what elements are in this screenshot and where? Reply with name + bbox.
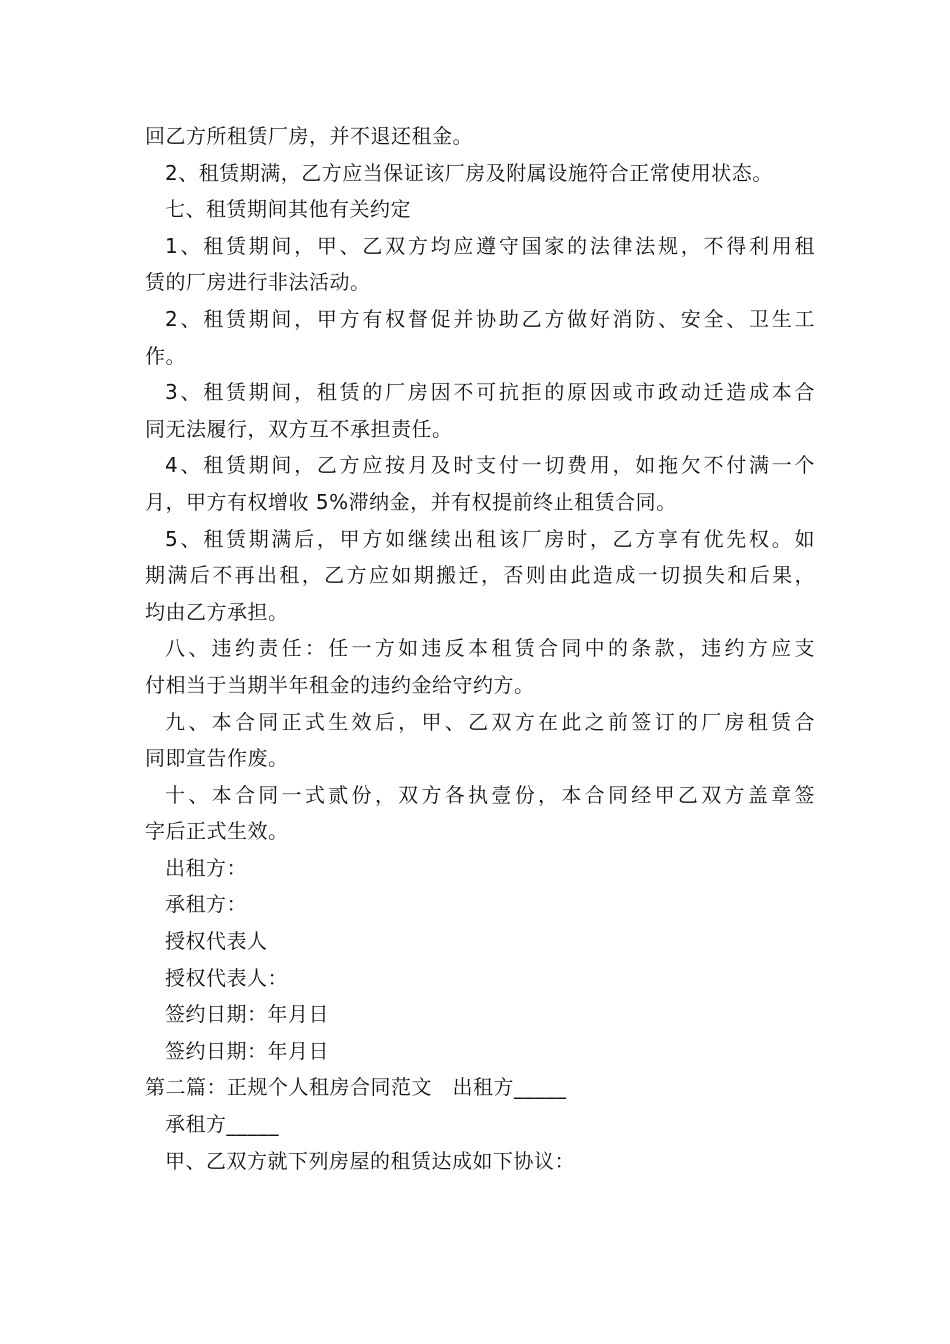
document-line: 签约日期：年月日 xyxy=(165,1038,329,1063)
document-line: 同即宣告作废。 xyxy=(145,746,289,771)
document-line: 承租方_____ xyxy=(165,1112,279,1137)
document-line: 字后正式生效。 xyxy=(145,819,289,844)
document-line: 月，甲方有权增收 5%滞纳金，并有权提前终止租赁合同。 xyxy=(145,489,677,514)
document-line: 七、租赁期间其他有关约定 xyxy=(165,197,411,222)
document-line: 4、租赁期间，乙方应按月及时支付一切费用，如拖欠不付满一个 xyxy=(165,453,815,478)
document-line: 八、违约责任：任一方如违反本租赁合同中的条款，违约方应支 xyxy=(165,636,815,661)
document-line: 签约日期：年月日 xyxy=(165,1002,329,1027)
document-line: 3、租赁期间，租赁的厂房因不可抗拒的原因或市政动迁造成本合 xyxy=(165,380,815,405)
document-line: 付相当于当期半年租金的违约金给守约方。 xyxy=(145,672,535,697)
document-line: 1、租赁期间，甲、乙双方均应遵守国家的法律法规，不得利用租 xyxy=(165,233,815,258)
document-line: 均由乙方承担。 xyxy=(145,599,289,624)
document-line: 回乙方所租赁厂房，并不退还租金。 xyxy=(145,124,473,148)
document-line: 期满后不再出租，乙方应如期搬迁，否则由此造成一切损失和后果， xyxy=(145,563,815,588)
document-line: 甲、乙双方就下列房屋的租赁达成如下协议： xyxy=(165,1148,575,1173)
document-line: 作。 xyxy=(145,343,186,368)
document-line: 承租方： xyxy=(165,892,247,917)
document-line: 2、租赁期满，乙方应当保证该厂房及附属设施符合正常使用状态。 xyxy=(165,160,773,185)
document-line: 出租方： xyxy=(165,855,247,880)
document-body xyxy=(145,118,815,1179)
document-line: 2、租赁期间，甲方有权督促并协助乙方做好消防、安全、卫生工 xyxy=(165,306,815,331)
document-line: 赁的厂房进行非法活动。 xyxy=(145,270,371,295)
document-line: 第二篇：正规个人租房合同范文 出租方_____ xyxy=(145,1075,567,1100)
document-line: 十、本合同一式贰份，双方各执壹份，本合同经甲乙双方盖章签 xyxy=(165,782,815,807)
document-line: 九、本合同正式生效后，甲、乙双方在此之前签订的厂房租赁合 xyxy=(165,709,815,734)
document-line: 授权代表人 xyxy=(165,929,268,954)
document-line: 授权代表人： xyxy=(165,965,288,990)
document-line: 同无法履行，双方互不承担责任。 xyxy=(145,416,453,441)
document-line: 5、租赁期满后，甲方如继续出租该厂房时，乙方享有优先权。如 xyxy=(165,526,815,551)
